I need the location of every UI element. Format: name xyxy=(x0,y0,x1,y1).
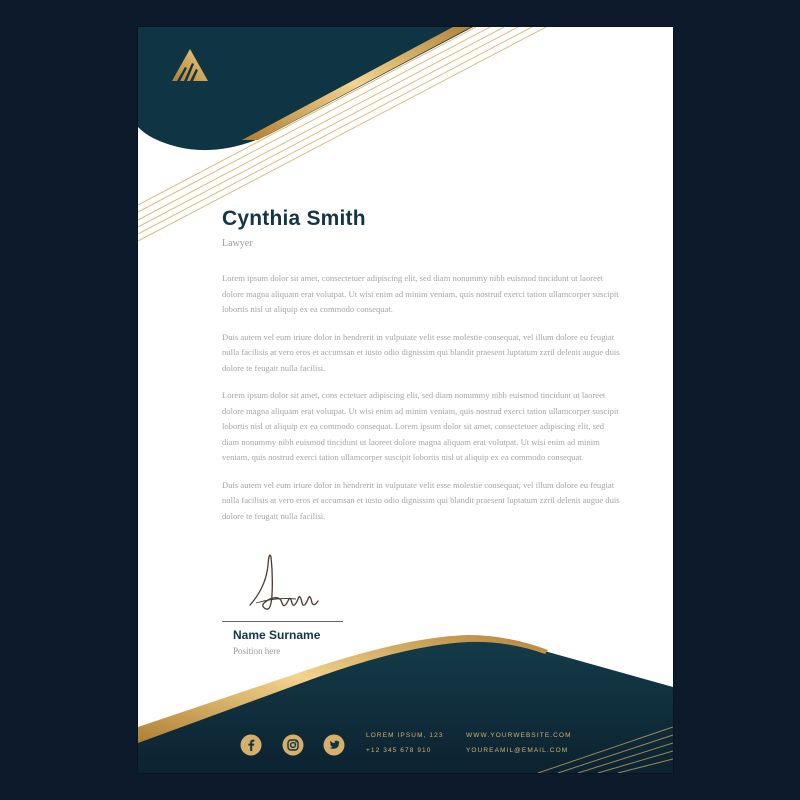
contact-address: LOREM IPSUM, 123 xyxy=(366,732,444,739)
handwritten-signature xyxy=(246,547,336,617)
signature-line xyxy=(222,621,343,622)
body-paragraph: Lorem ipsum dolor sit amet, consectetuer adipiscing elit, sed diam nonummy nibh euismod tincidunt ut laoreet dolore magna aliquam erat volutpat. Ut wisi enim ad minim veniam, quis nostrud exerci tation ullamcorper suscipit lobortis nisl ut aliquip ex ea commodo consequat. xyxy=(222,273,619,314)
signer-name: Name Surname xyxy=(233,628,321,642)
letter-body xyxy=(222,271,620,536)
contact-email[interactable]: YOUREAMIL@EMAIL.COM xyxy=(466,747,569,754)
letterhead-page xyxy=(138,27,673,773)
person-role: Lawyer xyxy=(222,238,253,249)
person-name: Cynthia Smith xyxy=(222,207,366,230)
contact-phone: +12 345 678 910 xyxy=(366,747,432,754)
twitter-icon[interactable] xyxy=(323,734,345,756)
body-paragraph: Duis autem vel eum iriure dolor in hendrerit in vulputate velit esse molestie consequat, vel illum dolore eu feugiat nulla facilisis at vero eros et accumsan et iusto odio dignissim qui blandit praesent luptatum zzril delenit augue duis dolore te feugait nulla facilisi. xyxy=(222,331,620,373)
contact-website[interactable]: WWW.YOURWEBSITE.COM xyxy=(466,732,572,739)
body-paragraph: Duis autem vel eum iriure dolor in hendrerit in vulputate velit esse molestie consequat, vel illum dolore eu feugiat nulla facilisis at vero eros et accumsan et iusto odio dignissim qui blandit praesent luptatum zzril delenit augue duis dolore te feugait nulla facilisi. xyxy=(222,479,620,521)
facebook-icon[interactable] xyxy=(240,734,262,756)
company-logo xyxy=(170,47,210,83)
signer-position: Position here xyxy=(233,646,281,656)
instagram-icon[interactable] xyxy=(282,734,304,756)
body-paragraph: Lorem ipsum dolor sit amet, cons ectetuer adipiscing elit, sed diam nonummy nibh euismod tincidunt ut laoreet dolore magna aliquam erat volutpat. Ut wisi enim ad minim veniam, quis nostrud exerci tation ullamcorper suscipit lobortis nisl ut aliquip ex ea commodo consequat. Lorem ipsum dolor sit amet, consectetuer adipiscing elit, sed diam nonummy nibh euismod tincidunt ut laoreet dolore magna aliquam erat volutpat. Ut wisi enim ad minim veniam, quis nostrud exerci tation ullamcorper suscipit lobortis nisl ut aliquip ex ea commodo consequat. xyxy=(222,390,619,462)
